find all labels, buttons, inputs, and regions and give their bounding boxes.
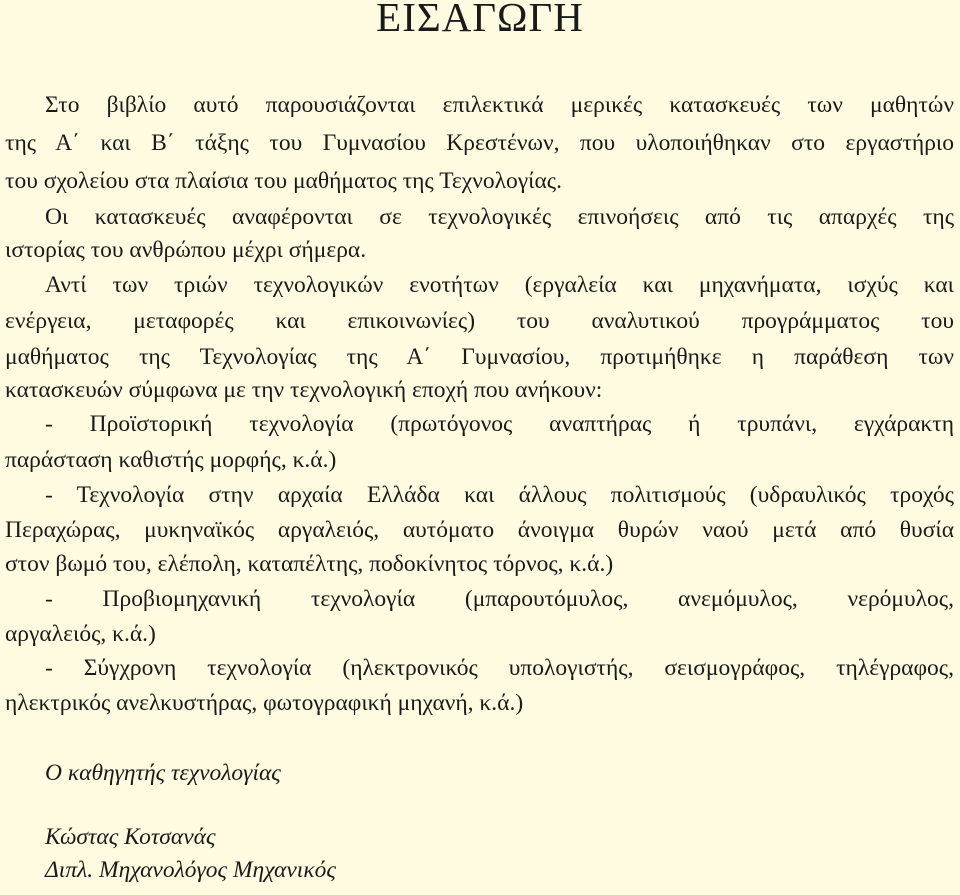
body-line: Στο βιβλίο αυτό παρουσιάζονται επιλεκτικά μερικές κατασκευές των μαθητών: [45, 92, 954, 118]
body-line: Αντί των τριών τεχνολογικών ενοτήτων (εργαλεία και μηχανήματα, ισχύς και: [45, 272, 954, 298]
list-item-line: παράσταση καθιστής μορφής, κ.ά.): [5, 447, 337, 473]
body-line: ιστορίας του ανθρώπου μέχρι σήμερα.: [5, 237, 367, 263]
list-item-line: αργαλειός, κ.ά.): [5, 621, 156, 647]
body-line: μαθήματος της Τεχνολογίας της Α΄ Γυμνασίου, προτιμήθηκε η παράθεση των: [5, 344, 954, 370]
body-line: του σχολείου στα πλαίσια του μαθήματος της Τεχνολογίας.: [5, 168, 562, 194]
list-item-line: - Σύγχρονη τεχνολογία (ηλεκτρονικός υπολογιστής, σεισμογράφος, τηλέγραφος,: [45, 655, 954, 681]
list-item-line: Περαχώρας, μυκηναϊκός αργαλειός, αυτόματο άνοιγμα θυρών ναού μετά από θυσία: [5, 517, 954, 543]
list-item-line: - Τεχνολογία στην αρχαία Ελλάδα και άλλους πολιτισμούς (υδραυλικός τροχός: [45, 482, 954, 508]
signature-qualification: Διπλ. Μηχανολόγος Μηχανικός: [45, 857, 336, 883]
signature-name: Κώστας Κοτσανάς: [45, 824, 216, 850]
body-line: της Α΄ και Β΄ τάξης του Γυμνασίου Κρεστένων, που υλοποιήθηκαν στο εργαστήριο: [5, 130, 954, 156]
list-item-line: - Προβιομηχανική τεχνολογία (μπαρουτόμυλος, ανεμόμυλος, νερόμυλος,: [45, 586, 954, 612]
body-line: Οι κατασκευές αναφέρονται σε τεχνολογικές επινοήσεις από τις απαρχές της: [45, 204, 954, 230]
body-line: κατασκευών σύμφωνα με την τεχνολογική εποχή που ανήκουν:: [5, 377, 603, 403]
signature-role: Ο καθηγητής τεχνολογίας: [45, 760, 281, 786]
list-item-line: στον βωμό του, ελέπολη, καταπέλτης, ποδοκίνητος τόρνος, κ.ά.): [5, 551, 614, 577]
page-title: ΕΙΣΑΓΩΓΗ: [376, 0, 584, 40]
list-item-line: - Προϊστορική τεχνολογία (πρωτόγονος αναπτήρας ή τρυπάνι, εγχάρακτη: [45, 411, 954, 437]
body-line: ενέργεια, μεταφορές και επικοινωνίες) του αναλυτικού προγράμματος του: [5, 308, 954, 334]
list-item-line: ηλεκτρικός ανελκυστήρας, φωτογραφική μηχανή, κ.ά.): [5, 690, 524, 716]
